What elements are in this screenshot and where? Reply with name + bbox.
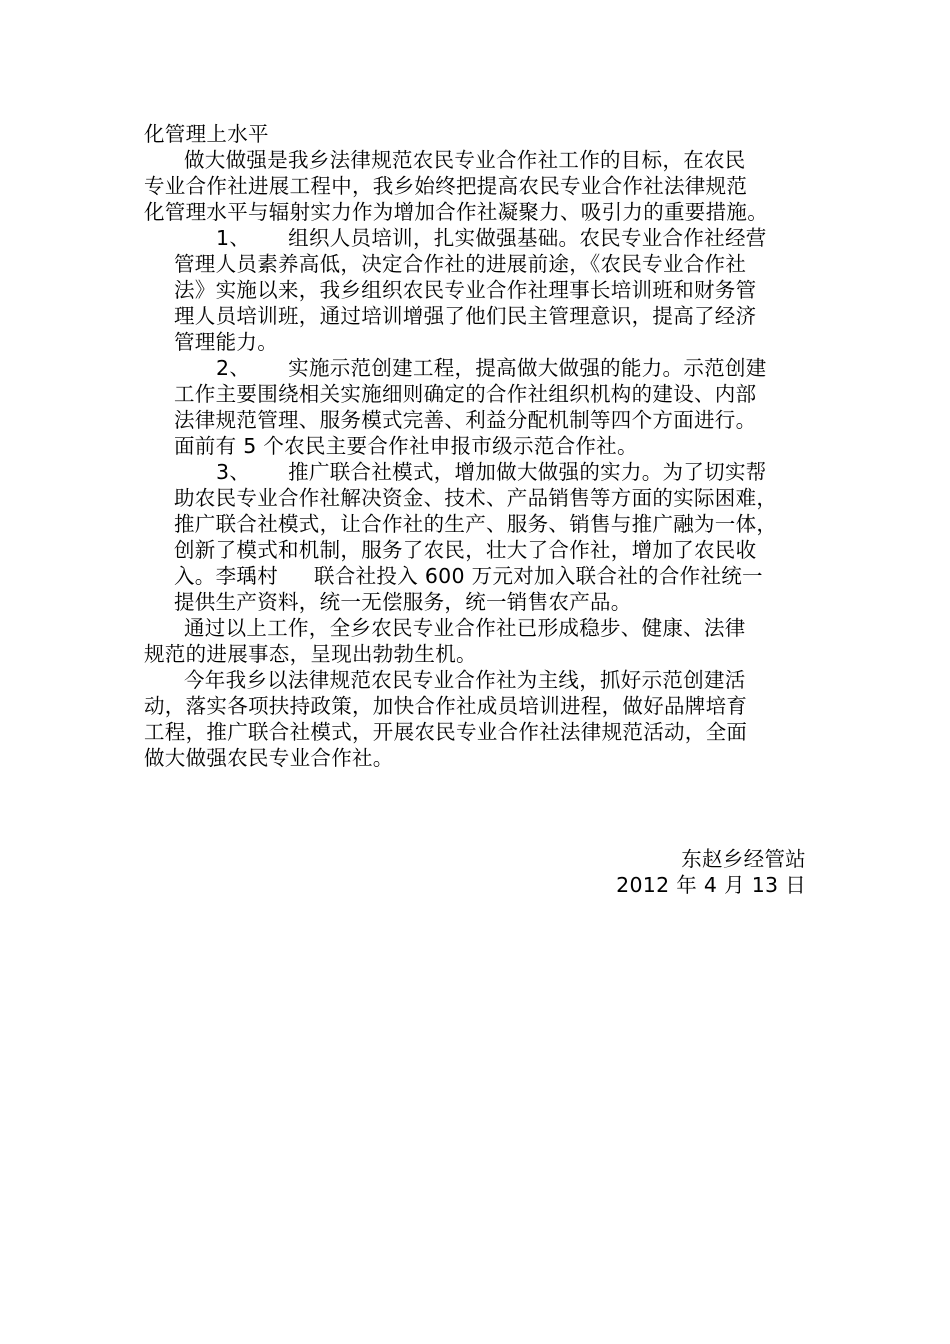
closing-paragraph xyxy=(144,667,808,771)
summary-paragraph xyxy=(144,615,808,667)
list-item-line: 理人员培训班，通过培训增强了他们民主管理意识，提高了经济 xyxy=(174,304,757,328)
list-item-line: 面前有 5 个农民主要合作社申报市级示范合作社。 xyxy=(174,434,638,458)
list-item-line: 推广联合社模式，让合作社的生产、服务、销售与推广融为一体， xyxy=(174,512,778,536)
closing-line: 今年我乡以法律规范农民专业合作社为主线，抓好示范创建活 xyxy=(184,668,746,692)
closing-line: 动，落实各项扶持政策，加快合作社成员培训进程，做好品牌培育 xyxy=(144,694,748,718)
list-item-line: 工作主要围绕相关实施细则确定的合作社组织机构的建设、内部 xyxy=(174,382,757,406)
intro-paragraph xyxy=(144,147,808,225)
list-item-number: 2、 xyxy=(216,356,251,380)
list-item-line: 法律规范管理、服务模式完善、利益分配机制等四个方面进行。 xyxy=(174,408,757,432)
list-item-3 xyxy=(144,459,808,615)
list-item-line: 提供生产资料，统一无偿服务，统一销售农产品。 xyxy=(174,590,632,614)
list-item-2 xyxy=(144,355,808,459)
document-body xyxy=(144,121,808,771)
list-item-text: 实施示范创建工程，提高做大做强的能力。示范创建 xyxy=(288,356,767,380)
list-item-line: 管理能力。 xyxy=(174,330,278,354)
list-item-line: 管理人员素养高低，决定合作社的进展前途，《农民专业合作社 xyxy=(174,252,747,276)
list-item-number: 3、 xyxy=(216,460,251,484)
list-item-first-line xyxy=(144,355,808,381)
list-item-first-line xyxy=(144,225,808,251)
list-item-text: 入。李瑀村 xyxy=(174,564,278,588)
list-item-1 xyxy=(144,225,808,355)
summary-line: 规范的进展事态，呈现出勃勃生机。 xyxy=(144,642,477,666)
list-item-line: 助农民专业合作社解决资金、技术、产品销售等方面的实际困难， xyxy=(174,486,778,510)
signature-date: 2012 年 4 月 13 日 xyxy=(616,873,806,897)
list-item-first-line xyxy=(144,459,808,485)
intro-line: 做大做强是我乡法律规范农民专业合作社工作的目标，在农民 xyxy=(184,148,746,172)
closing-line: 做大做强农民专业合作社。 xyxy=(144,746,394,770)
heading-fragment: 化管理上水平 xyxy=(144,122,269,146)
list-item-line: 创新了模式和机制，服务了农民，壮大了合作社，增加了农民收 xyxy=(174,538,757,562)
list-item-split-line xyxy=(144,563,808,589)
signature-block xyxy=(616,846,806,898)
intro-line: 专业合作社进展工程中，我乡始终把提高农民专业合作社法律规范 xyxy=(144,174,748,198)
closing-line: 工程，推广联合社模式，开展农民专业合作社法律规范活动，全面 xyxy=(144,720,748,744)
list-item-text: 联合社投入 600 万元对加入联合社的合作社统一 xyxy=(314,564,763,588)
signature-organization: 东赵乡经管站 xyxy=(681,847,806,871)
intro-line: 化管理水平与辐射实力作为增加合作社凝聚力、吸引力的重要措施。 xyxy=(144,200,768,224)
list-item-number: 1、 xyxy=(216,226,251,250)
list-item-line: 法》实施以来，我乡组织农民专业合作社理事长培训班和财务管 xyxy=(174,278,757,302)
list-item-text: 组织人员培训，扎实做强基础。农民专业合作社经营 xyxy=(288,226,767,250)
summary-line: 通过以上工作，全乡农民专业合作社已形成稳步、健康、法律 xyxy=(184,616,746,640)
list-item-text: 推广联合社模式，增加做大做强的实力。为了切实帮 xyxy=(288,460,767,484)
